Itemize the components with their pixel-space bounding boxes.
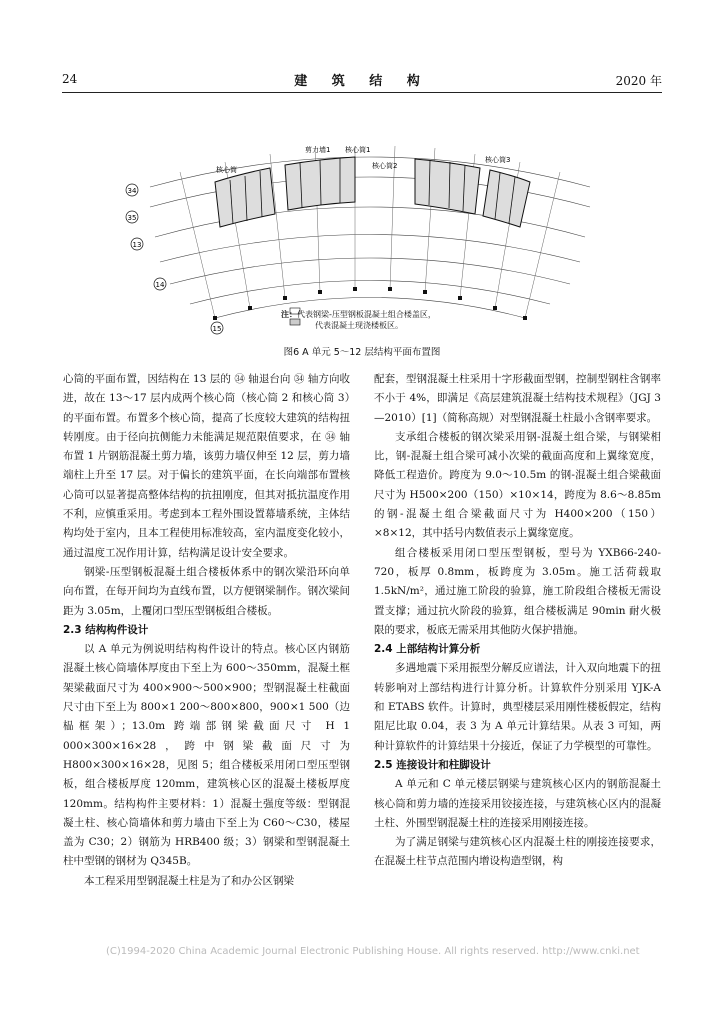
axis-bubbles bbox=[126, 184, 223, 334]
paragraph: 配套，型钢混凝土柱采用十字形截面型钢，控制型钢柱含钢率不小于 4%，即满足《高层建筑混凝土结构技术规程》（JGJ 3—2010）[1]（简称高规）对型钢混凝土柱最小含钢率要求。 bbox=[374, 373, 661, 424]
paragraph: A 单元和 C 单元楼层钢梁与建筑核心区内的钢筋混凝土核心筒和剪力墙的连接采用铰接连接，与建筑核心区内的混凝土柱、外围型钢混凝土柱的连接采用刚接连接。 bbox=[374, 778, 661, 829]
paragraph: 以 A 单元为例说明结构构件设计的特点。核心区内钢筋混凝土核心筒墙体厚度由下至上为 600～350mm，混凝土框架梁截面尺寸为 400×900～500×900；型钢混凝土柱截面尺寸由下至上为 800×1 200～800×800，900×1 500（边榀框架）；13.0m 跨端部钢梁截面尺寸 H 1 000×300×16×28，跨中钢梁截面尺寸为 H800×300×16×28，见图 5；组合楼板采用闭口型压型钢板，组合楼板厚度 120mm，建筑核心区的混凝土楼板厚度 120mm。结构构件主要材料：1）混凝土强度等级：型钢混凝土柱、核心筒墙体和剪力墙由下至上为 C60～C30，楼屋盖为 C30；2）钢筋为 HRB400 级；3）钢梁和型钢混凝土柱中型钢的钢材为 Q345B。 bbox=[63, 643, 350, 868]
axis-label: 35 bbox=[127, 214, 137, 222]
note-line-1: 代表钢梁-压型钢板混凝土组合楼盖区， bbox=[297, 310, 436, 319]
journal-title: 建 筑 结 构 bbox=[294, 74, 430, 89]
page-number: 24 bbox=[62, 72, 78, 86]
label-core1: 核心筒1 bbox=[345, 146, 371, 154]
label-core: 核心筒 bbox=[216, 166, 237, 174]
page-header bbox=[62, 70, 662, 90]
header-rule bbox=[62, 92, 662, 93]
copyright-watermark: (C)1994-2020 China Academic Journal Electronic Publishing House. All rights reserved. http://www.cnki.net bbox=[106, 946, 640, 957]
left-column bbox=[63, 370, 350, 891]
axis-label: 14 bbox=[155, 281, 165, 289]
note-prefix: 注： bbox=[281, 310, 297, 319]
paragraph: 组合楼板采用闭口型压型钢板，型号为 YXB66-240-720，板厚 0.8mm，板跨度为 3.05m。施工活荷载取 1.5kN/m²，通过施工阶段的验算，施工阶段组合楼板无需设置支撑；通过抗火阶段的验算，组合楼板满足 90min 耐火极限的要求，板底无需采用其他防火保护措施。 bbox=[374, 546, 661, 636]
note-line-2: 代表混凝土现浇楼板区。 bbox=[315, 321, 403, 330]
axis-label: 15 bbox=[212, 325, 222, 333]
paragraph: 为了满足钢梁与建筑核心区内混凝土柱的刚接连接要求，在混凝土柱节点范围内增设构造型钢，构 bbox=[374, 836, 661, 868]
figure-caption: 图6 A 单元 5～12 层结构平面布置图 bbox=[283, 347, 441, 358]
axis-label: 34 bbox=[127, 187, 137, 195]
section-heading: 2.3 结构构件设计 bbox=[63, 623, 149, 636]
section-heading: 2.4 上部结构计算分析 bbox=[374, 643, 481, 656]
figure-note bbox=[281, 309, 436, 331]
paragraph: 多遇地震下采用振型分解反应谱法，计入双向地震下的扭转影响对上部结构进行计算分析。计算软件分别采用 YJK-A 和 ETABS 软件。计算时，典型楼层采用刚性楼板假定，结构阻尼比取 0.04，表 3 为 A 单元计算结果。从表 3 可知，两种计算软件的计算结果十分接近，保证了力学模型的可靠性。 bbox=[374, 662, 661, 752]
paragraph: 支承组合楼板的钢次梁采用钢-混凝土组合梁，与钢梁相比，钢-混凝土组合梁可减小次梁的截面高度和上翼缘宽度，降低工程造价。跨度为 9.0～10.5m 的钢-混凝土组合梁截面尺寸为 H500×200（150）×10×14，跨度为 8.6～8.85m 的钢-混凝土组合梁截面尺寸为 H400×200（150）×8×12，其中括号内数值表示上翼缘宽度。 bbox=[374, 430, 661, 540]
right-column bbox=[374, 370, 661, 872]
label-wall1: 剪力墙1 bbox=[305, 146, 331, 154]
axis-label: 13 bbox=[132, 241, 142, 249]
section-heading: 2.5 连接设计和柱脚设计 bbox=[374, 758, 491, 771]
paragraph: 钢梁-压型钢板混凝土组合楼板体系中的钢次梁沿环向单向布置，在每开间均为直线布置，以方便钢梁制作。钢次梁间距为 3.05m，上覆闭口型压型钢板组合楼板。 bbox=[63, 565, 350, 617]
label-core2: 核心筒2 bbox=[372, 162, 398, 170]
paragraph: 本工程采用型钢混凝土柱是为了和办公区钢梁 bbox=[84, 874, 294, 887]
paragraph: 心筒的平面布置，因结构在 13 层的 ㉞ 轴退台向 ㉞ 轴方向收进，故在 13～17 层内成两个核心筒（核心筒 2 和核心筒 3）的平面布置。布置多个核心筒，提高了长度较大建筑的结构扭转刚度。由于径向抗侧能力未能满足规范限值要求，在 ㉞ 轴布置 1 片钢筋混凝土剪力墙，该剪力墙仅伸至 12 层，剪力墙端柱上升至 17 层。对于偏长的建筑平面，在长向端部布置核心筒可以显著提高整体结构的抗扭刚度，但其对抵抗温度作用不利，应慎重采用。考虑到本工程外围设置幕墙系统，主体结构均处于室内，且本工程使用标准较高，室内温度变化较小，通过温度工况作用计算，结构满足设计安全要求。 bbox=[63, 373, 350, 559]
floor-plan-figure bbox=[120, 132, 620, 337]
radial-lines bbox=[180, 146, 560, 318]
label-core3: 核心筒3 bbox=[485, 156, 511, 164]
journal-year: 2020 年 bbox=[615, 74, 662, 88]
axis-labels bbox=[128, 187, 222, 333]
floor-plan-drawing bbox=[120, 132, 620, 337]
